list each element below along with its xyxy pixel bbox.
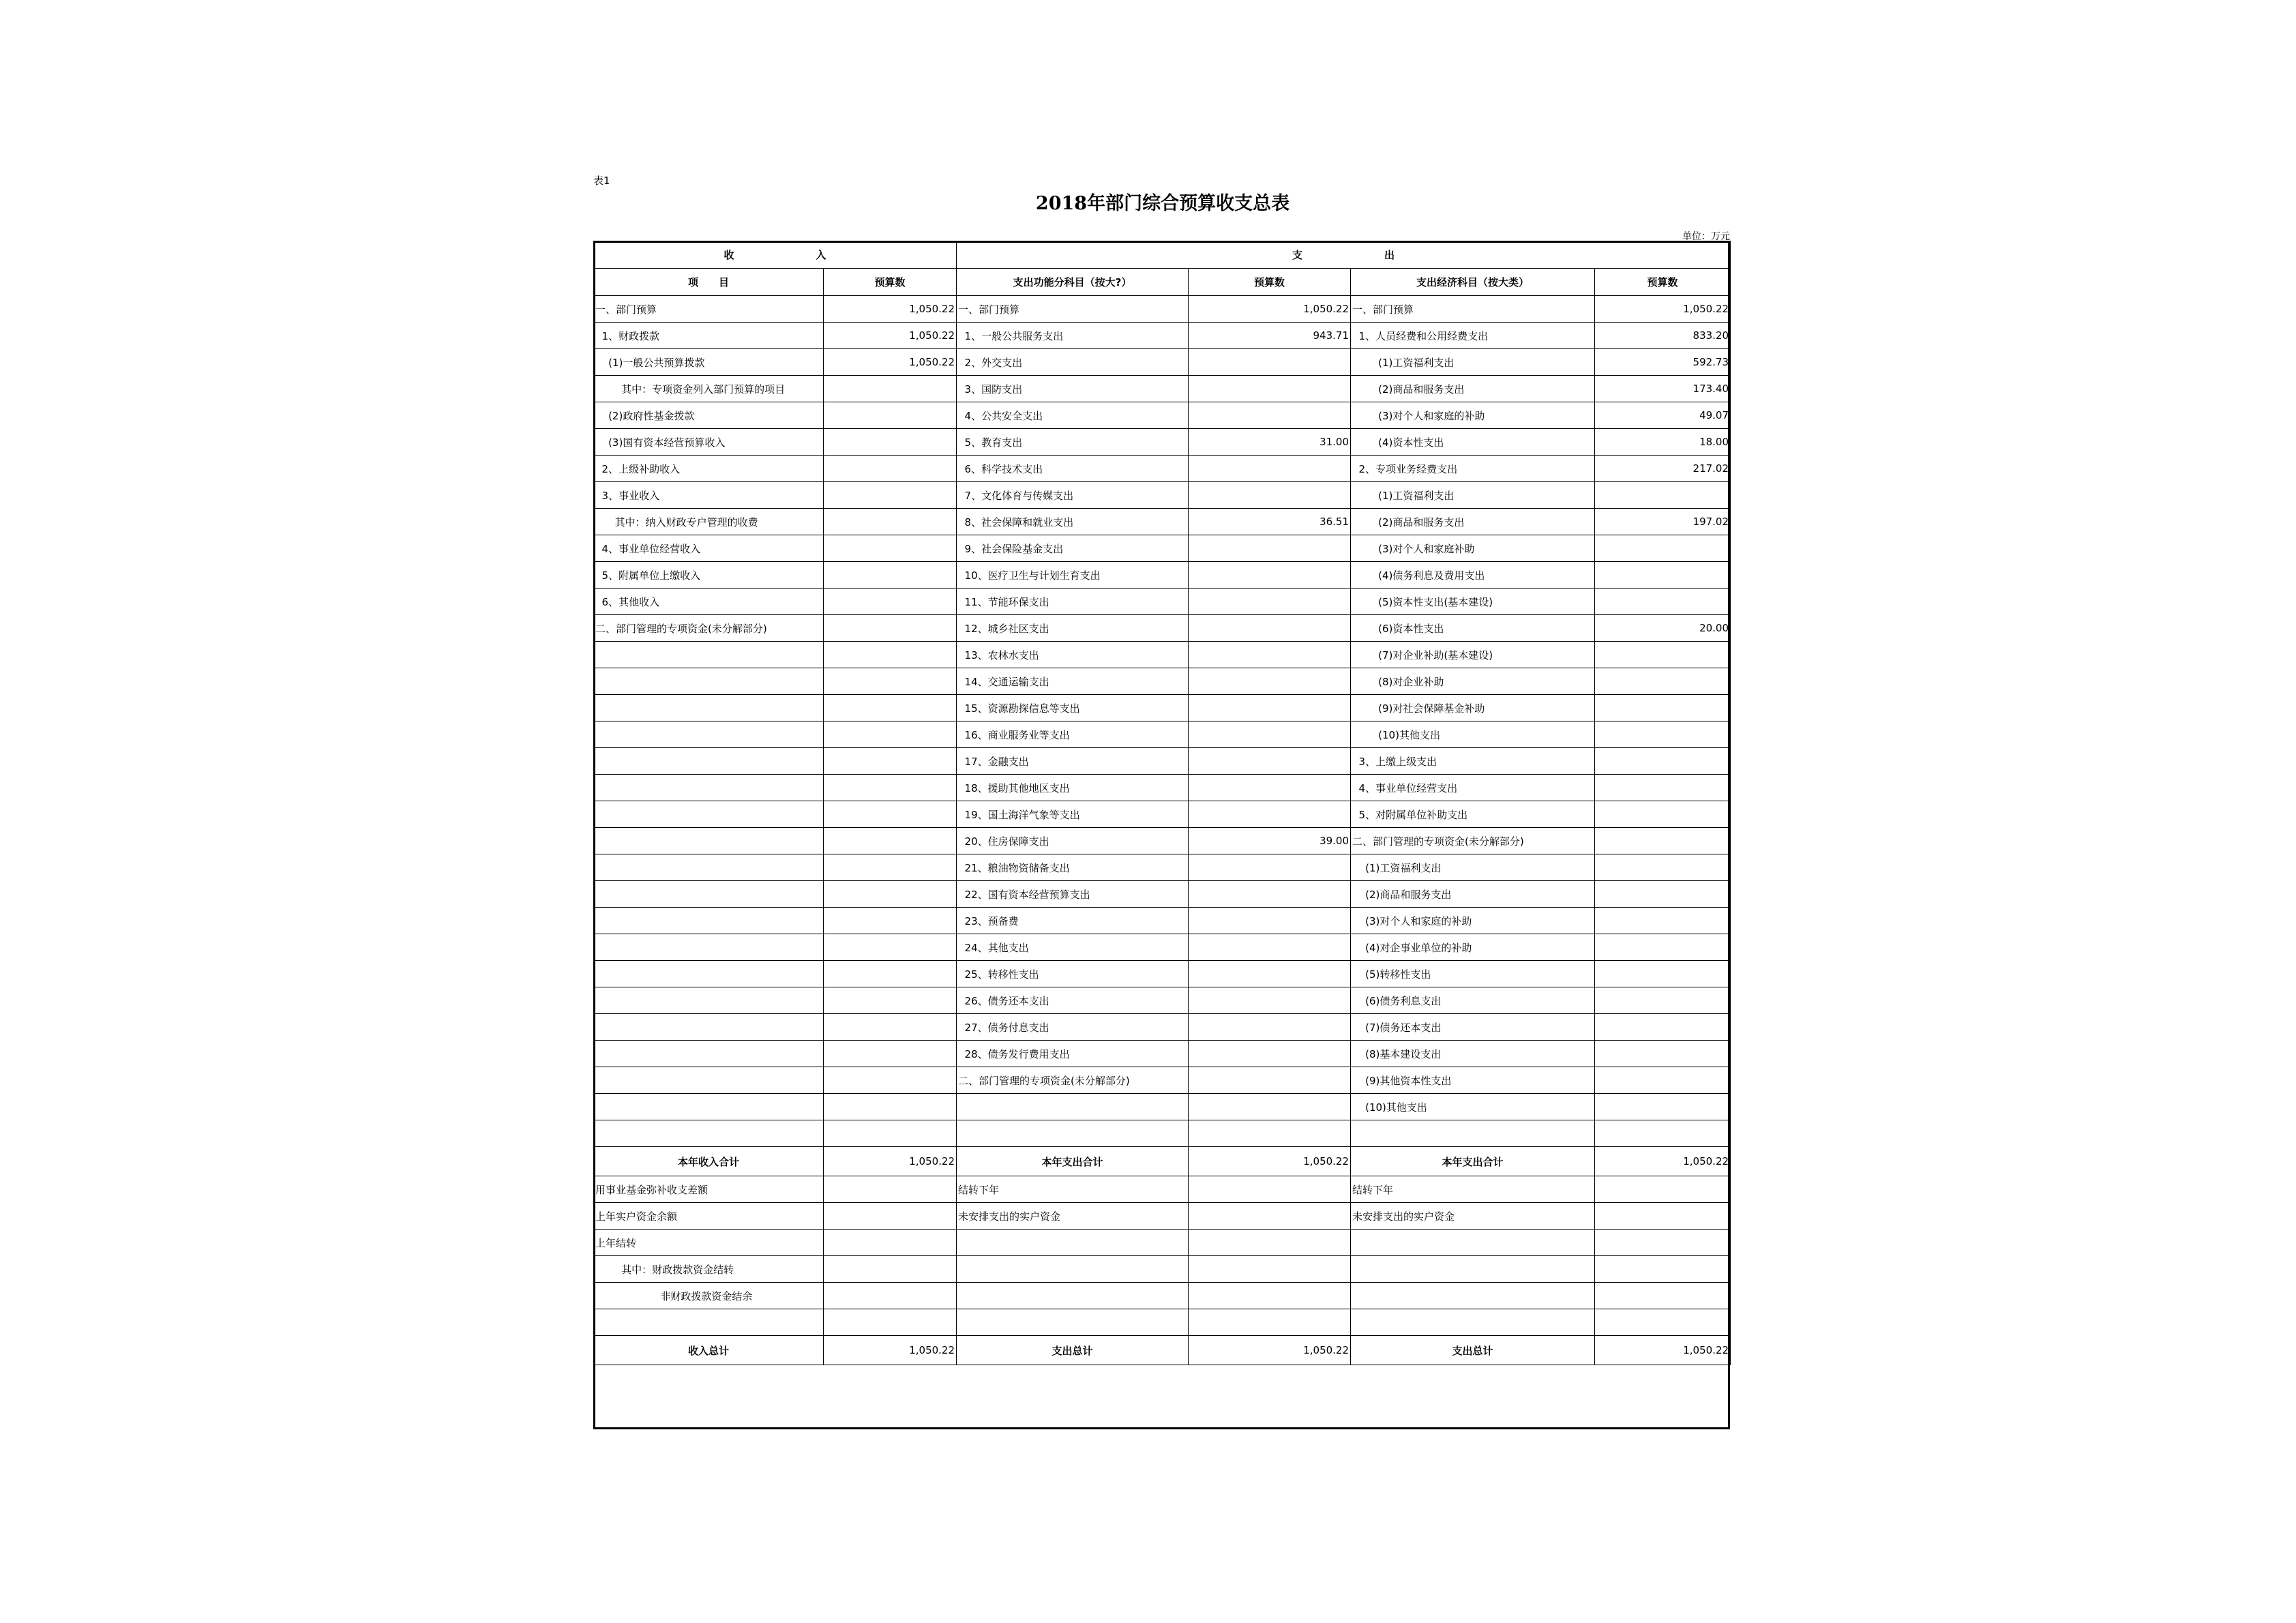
cell-functional-amount: [1189, 801, 1351, 828]
cell-economic-amount: [1595, 721, 1731, 748]
cell-economic-amount: 18.00: [1595, 429, 1731, 456]
cell-economic-amount: 1,050.22: [1595, 1147, 1731, 1176]
cell-functional-item: 22、国有资本经营预算支出: [957, 881, 1189, 908]
cell-income-amount: [824, 881, 957, 908]
table-row: [594, 376, 1731, 402]
cell-functional-amount: [1189, 934, 1351, 961]
table-row: [594, 402, 1731, 429]
cell-income-amount: [824, 1014, 957, 1041]
cell-income-amount: [824, 642, 957, 668]
cell-income-amount: [824, 1283, 957, 1309]
cell-economic-item: (7)债务还本支出: [1351, 1014, 1595, 1041]
cell-income-amount: 1,050.22: [824, 296, 957, 323]
cell-functional-amount: [1189, 349, 1351, 376]
year-total-row: [594, 1147, 1731, 1176]
cell-income-item: [594, 801, 824, 828]
cell-income-item: [594, 668, 824, 695]
cell-economic-amount: 1,050.22: [1595, 296, 1731, 323]
cell-functional-item: 4、公共安全支出: [957, 402, 1189, 429]
cell-functional-amount: [1189, 615, 1351, 642]
cell-economic-item: 二、部门管理的专项资金(未分解部分): [1351, 828, 1595, 854]
cell-income-amount: [824, 828, 957, 854]
table-row: [594, 323, 1731, 349]
cell-economic-item: (2)商品和服务支出: [1351, 881, 1595, 908]
cell-income-item: 二、部门管理的专项资金(未分解部分): [594, 615, 824, 642]
table-row: [594, 1203, 1731, 1230]
cell-functional-amount: [1189, 695, 1351, 721]
cell-economic-amount: [1595, 1309, 1731, 1336]
cell-economic-amount: 197.02: [1595, 509, 1731, 535]
cell-economic-amount: [1595, 1230, 1731, 1256]
cell-income-amount: [824, 668, 957, 695]
cell-economic-item: (10)其他支出: [1351, 1094, 1595, 1120]
cell-income-item: 上年实户资金余额: [594, 1203, 824, 1230]
table-row: [594, 296, 1731, 323]
cell-functional-amount: 943.71: [1189, 323, 1351, 349]
cell-economic-amount: [1595, 828, 1731, 854]
cell-income-item: 其中：财政拨款资金结转: [594, 1256, 824, 1283]
cell-economic-item: 本年支出合计: [1351, 1147, 1595, 1176]
cell-income-item: [594, 854, 824, 881]
cell-economic-item: 一、部门预算: [1351, 296, 1595, 323]
table-row: [594, 1067, 1731, 1094]
cell-income-amount: [824, 1094, 957, 1120]
cell-economic-amount: [1595, 801, 1731, 828]
cell-economic-amount: 1,050.22: [1595, 1336, 1731, 1365]
cell-income-amount: [824, 775, 957, 801]
cell-income-item: [594, 695, 824, 721]
cell-economic-amount: 592.73: [1595, 349, 1731, 376]
table-row: [594, 934, 1731, 961]
cell-income-item: [594, 828, 824, 854]
cell-income-amount: 1,050.22: [824, 1336, 957, 1365]
table-row: [594, 482, 1731, 509]
cell-economic-item: (4)资本性支出: [1351, 429, 1595, 456]
cell-income-amount: [824, 908, 957, 934]
table-row: [594, 642, 1731, 668]
cell-economic-item: (1)工资福利支出: [1351, 482, 1595, 509]
cell-economic-item: (8)对企业补助: [1351, 668, 1595, 695]
table-row: [594, 1120, 1731, 1147]
grand-total-row: [594, 1336, 1731, 1365]
cell-income-item: [594, 642, 824, 668]
cell-economic-item: [1351, 1120, 1595, 1147]
income-group-header: 收 入: [594, 241, 957, 269]
cell-functional-amount: [1189, 854, 1351, 881]
cell-economic-item: (4)对企事业单位的补助: [1351, 934, 1595, 961]
cell-economic-item: (9)其他资本性支出: [1351, 1067, 1595, 1094]
cell-functional-amount: 39.00: [1189, 828, 1351, 854]
cell-functional-amount: [1189, 402, 1351, 429]
cell-functional-item: 14、交通运输支出: [957, 668, 1189, 695]
cell-income-amount: [824, 429, 957, 456]
cell-functional-item: 本年支出合计: [957, 1147, 1189, 1176]
cell-functional-item: 17、金融支出: [957, 748, 1189, 775]
table-row: [594, 721, 1731, 748]
cell-functional-amount: [1189, 456, 1351, 482]
col-header-functional-item: 支出功能分科目（按大?）: [957, 269, 1189, 296]
cell-functional-item: 二、部门管理的专项资金(未分解部分): [957, 1067, 1189, 1094]
cell-functional-item: 13、农林水支出: [957, 642, 1189, 668]
cell-functional-amount: [1189, 1120, 1351, 1147]
cell-functional-amount: [1189, 961, 1351, 987]
cell-economic-amount: [1595, 1014, 1731, 1041]
cell-income-amount: [824, 961, 957, 987]
cell-economic-amount: 217.02: [1595, 456, 1731, 482]
cell-functional-item: [957, 1309, 1189, 1336]
table-row: [594, 1230, 1731, 1256]
cell-economic-amount: 20.00: [1595, 615, 1731, 642]
cell-income-item: [594, 1041, 824, 1067]
unit-label: 单位：万元: [1682, 231, 1730, 242]
cell-income-item: 6、其他收入: [594, 589, 824, 615]
cell-functional-item: 11、节能环保支出: [957, 589, 1189, 615]
table-row: [594, 1094, 1731, 1120]
cell-economic-item: [1351, 1283, 1595, 1309]
cell-functional-item: 一、部门预算: [957, 296, 1189, 323]
cell-functional-amount: [1189, 1203, 1351, 1230]
cell-income-amount: [824, 695, 957, 721]
cell-functional-amount: 1,050.22: [1189, 296, 1351, 323]
table-row: [594, 456, 1731, 482]
cell-functional-item: 8、社会保障和就业支出: [957, 509, 1189, 535]
cell-economic-item: (3)对个人和家庭补助: [1351, 535, 1595, 562]
cell-functional-item: 10、医疗卫生与计划生育支出: [957, 562, 1189, 589]
cell-income-item: (2)政府性基金拨款: [594, 402, 824, 429]
cell-income-item: (1)一般公共预算拨款: [594, 349, 824, 376]
table-row: [594, 349, 1731, 376]
table-row: [594, 1014, 1731, 1041]
cell-economic-item: (2)商品和服务支出: [1351, 509, 1595, 535]
col-header-income-item: 项 目: [594, 269, 824, 296]
cell-economic-amount: [1595, 1120, 1731, 1147]
cell-economic-amount: 173.40: [1595, 376, 1731, 402]
cell-economic-item: (1)工资福利支出: [1351, 349, 1595, 376]
cell-functional-item: 19、国土海洋气象等支出: [957, 801, 1189, 828]
cell-income-amount: [824, 1067, 957, 1094]
cell-economic-amount: [1595, 562, 1731, 589]
cell-functional-amount: [1189, 775, 1351, 801]
cell-income-item: [594, 1094, 824, 1120]
cell-functional-item: 18、援助其他地区支出: [957, 775, 1189, 801]
cell-income-amount: [824, 1041, 957, 1067]
cell-economic-amount: [1595, 908, 1731, 934]
cell-functional-amount: [1189, 881, 1351, 908]
col-header-economic-item: 支出经济科目（按大类）: [1351, 269, 1595, 296]
cell-functional-amount: [1189, 1041, 1351, 1067]
table-row: [594, 695, 1731, 721]
cell-economic-amount: [1595, 668, 1731, 695]
cell-income-amount: [824, 482, 957, 509]
cell-economic-item: 支出总计: [1351, 1336, 1595, 1365]
cell-functional-amount: 36.51: [1189, 509, 1351, 535]
cell-economic-amount: [1595, 642, 1731, 668]
cell-economic-item: (6)债务利息支出: [1351, 987, 1595, 1014]
col-header-functional-amount: 预算数: [1189, 269, 1351, 296]
cell-economic-amount: [1595, 1067, 1731, 1094]
table-row: [594, 668, 1731, 695]
cell-income-item: 2、上级补助收入: [594, 456, 824, 482]
cell-economic-amount: [1595, 535, 1731, 562]
cell-income-amount: [824, 1203, 957, 1230]
cell-income-item: 上年结转: [594, 1230, 824, 1256]
cell-functional-item: 1、一般公共服务支出: [957, 323, 1189, 349]
table-row: [594, 961, 1731, 987]
cell-functional-item: 27、债务付息支出: [957, 1014, 1189, 1041]
cell-economic-item: (10)其他支出: [1351, 721, 1595, 748]
cell-income-item: 一、部门预算: [594, 296, 824, 323]
cell-economic-item: [1351, 1230, 1595, 1256]
cell-functional-amount: [1189, 721, 1351, 748]
cell-functional-amount: 31.00: [1189, 429, 1351, 456]
cell-functional-amount: [1189, 589, 1351, 615]
cell-income-item: [594, 881, 824, 908]
cell-functional-item: 20、住房保障支出: [957, 828, 1189, 854]
page-title: 2018年部门综合预算收支总表: [1035, 193, 1290, 214]
cell-functional-amount: [1189, 642, 1351, 668]
cell-income-amount: 1,050.22: [824, 349, 957, 376]
cell-economic-item: (3)对个人和家庭的补助: [1351, 402, 1595, 429]
cell-income-amount: [824, 748, 957, 775]
cell-economic-amount: [1595, 1256, 1731, 1283]
table-row: [594, 828, 1731, 854]
cell-functional-item: [957, 1120, 1189, 1147]
cell-economic-item: 2、专项业务经费支出: [1351, 456, 1595, 482]
table-row: [594, 801, 1731, 828]
sheet-label: 表1: [593, 175, 610, 187]
cell-functional-item: 23、预备费: [957, 908, 1189, 934]
cell-income-amount: [824, 456, 957, 482]
cell-functional-item: 25、转移性支出: [957, 961, 1189, 987]
cell-economic-item: (9)对社会保障基金补助: [1351, 695, 1595, 721]
cell-functional-item: [957, 1256, 1189, 1283]
cell-functional-amount: 1,050.22: [1189, 1336, 1351, 1365]
cell-income-amount: 1,050.22: [824, 1147, 957, 1176]
table-row: [594, 1041, 1731, 1067]
cell-economic-item: (6)资本性支出: [1351, 615, 1595, 642]
cell-income-item: 5、附属单位上缴收入: [594, 562, 824, 589]
cell-income-amount: 1,050.22: [824, 323, 957, 349]
cell-income-amount: [824, 535, 957, 562]
cell-functional-amount: [1189, 1014, 1351, 1041]
cell-income-item: (3)国有资本经营预算收入: [594, 429, 824, 456]
table-row: [594, 509, 1731, 535]
cell-functional-amount: [1189, 1067, 1351, 1094]
cell-economic-amount: [1595, 695, 1731, 721]
cell-functional-item: 9、社会保险基金支出: [957, 535, 1189, 562]
cell-economic-item: (1)工资福利支出: [1351, 854, 1595, 881]
cell-income-item: [594, 1120, 824, 1147]
cell-functional-amount: [1189, 748, 1351, 775]
cell-income-item: [594, 1309, 824, 1336]
cell-income-amount: [824, 562, 957, 589]
table-row: [594, 1256, 1731, 1283]
cell-income-item: 4、事业单位经营收入: [594, 535, 824, 562]
cell-economic-amount: [1595, 1041, 1731, 1067]
cell-income-item: [594, 987, 824, 1014]
cell-functional-item: [957, 1230, 1189, 1256]
cell-economic-item: 4、事业单位经营支出: [1351, 775, 1595, 801]
cell-economic-item: (2)商品和服务支出: [1351, 376, 1595, 402]
col-header-economic-amount: 预算数: [1595, 269, 1731, 296]
table-row: [594, 748, 1731, 775]
cell-economic-item: (4)债务利息及费用支出: [1351, 562, 1595, 589]
cell-functional-item: 12、城乡社区支出: [957, 615, 1189, 642]
cell-functional-amount: [1189, 1283, 1351, 1309]
table-row: [594, 775, 1731, 801]
cell-income-amount: [824, 1230, 957, 1256]
table-row: [594, 535, 1731, 562]
cell-economic-amount: [1595, 961, 1731, 987]
cell-economic-item: [1351, 1256, 1595, 1283]
cell-economic-amount: [1595, 854, 1731, 881]
cell-functional-item: 支出总计: [957, 1336, 1189, 1365]
cell-functional-amount: [1189, 535, 1351, 562]
cell-functional-item: 16、商业服务业等支出: [957, 721, 1189, 748]
cell-income-item: [594, 961, 824, 987]
cell-economic-item: 结转下年: [1351, 1176, 1595, 1203]
cell-economic-amount: [1595, 1283, 1731, 1309]
table-row: [594, 615, 1731, 642]
cell-functional-amount: [1189, 908, 1351, 934]
cell-income-amount: [824, 987, 957, 1014]
cell-income-amount: [824, 1176, 957, 1203]
column-header-row: [594, 269, 1731, 296]
cell-income-item: [594, 908, 824, 934]
cell-income-item: [594, 1014, 824, 1041]
cell-functional-item: [957, 1094, 1189, 1120]
cell-economic-item: 5、对附属单位补助支出: [1351, 801, 1595, 828]
cell-economic-amount: [1595, 775, 1731, 801]
cell-economic-amount: [1595, 748, 1731, 775]
cell-functional-item: 26、债务还本支出: [957, 987, 1189, 1014]
cell-functional-amount: [1189, 1094, 1351, 1120]
table-row: [594, 908, 1731, 934]
cell-functional-item: 15、资源勘探信息等支出: [957, 695, 1189, 721]
cell-economic-amount: 49.07: [1595, 402, 1731, 429]
cell-economic-item: (3)对个人和家庭的补助: [1351, 908, 1595, 934]
cell-income-item: 其中：纳入财政专户管理的收费: [594, 509, 824, 535]
cell-functional-item: 2、外交支出: [957, 349, 1189, 376]
cell-functional-amount: [1189, 376, 1351, 402]
cell-economic-amount: [1595, 482, 1731, 509]
cell-economic-amount: [1595, 1176, 1731, 1203]
table-row: [594, 429, 1731, 456]
cell-functional-amount: [1189, 1230, 1351, 1256]
cell-income-amount: [824, 721, 957, 748]
cell-income-item: [594, 1067, 824, 1094]
cell-functional-item: 3、国防支出: [957, 376, 1189, 402]
cell-economic-amount: [1595, 589, 1731, 615]
table-row: [594, 987, 1731, 1014]
expense-group-header: 支 出: [957, 241, 1731, 269]
cell-income-item: 非财政拨款资金结余: [594, 1283, 824, 1309]
cell-economic-amount: [1595, 881, 1731, 908]
cell-income-item: [594, 934, 824, 961]
group-header-row: [594, 241, 1731, 269]
cell-economic-amount: [1595, 1203, 1731, 1230]
table-row: [594, 1176, 1731, 1203]
cell-economic-item: 1、人员经费和公用经费支出: [1351, 323, 1595, 349]
budget-table: [593, 241, 1731, 1365]
cell-income-amount: [824, 509, 957, 535]
cell-income-amount: [824, 1256, 957, 1283]
cell-income-item: 本年收入合计: [594, 1147, 824, 1176]
cell-functional-amount: 1,050.22: [1189, 1147, 1351, 1176]
cell-income-item: [594, 721, 824, 748]
cell-economic-item: (8)基本建设支出: [1351, 1041, 1595, 1067]
cell-income-item: 3、事业收入: [594, 482, 824, 509]
cell-economic-item: [1351, 1309, 1595, 1336]
cell-income-amount: [824, 1309, 957, 1336]
cell-functional-amount: [1189, 562, 1351, 589]
cell-income-item: 用事业基金弥补收支差额: [594, 1176, 824, 1203]
cell-income-amount: [824, 589, 957, 615]
table-row: [594, 589, 1731, 615]
cell-functional-item: 28、债务发行费用支出: [957, 1041, 1189, 1067]
cell-income-amount: [824, 854, 957, 881]
cell-economic-item: (7)对企业补助(基本建设): [1351, 642, 1595, 668]
cell-income-amount: [824, 801, 957, 828]
cell-economic-amount: 833.20: [1595, 323, 1731, 349]
cell-functional-amount: [1189, 482, 1351, 509]
cell-functional-item: 21、粮油物资储备支出: [957, 854, 1189, 881]
cell-functional-item: 7、文化体育与传媒支出: [957, 482, 1189, 509]
cell-functional-item: 24、其他支出: [957, 934, 1189, 961]
cell-income-item: 收入总计: [594, 1336, 824, 1365]
cell-functional-item: 6、科学技术支出: [957, 456, 1189, 482]
cell-income-amount: [824, 615, 957, 642]
cell-income-amount: [824, 1120, 957, 1147]
cell-economic-amount: [1595, 1094, 1731, 1120]
cell-functional-amount: [1189, 1256, 1351, 1283]
cell-functional-amount: [1189, 987, 1351, 1014]
cell-functional-amount: [1189, 1176, 1351, 1203]
cell-functional-amount: [1189, 1309, 1351, 1336]
col-header-income-amount: 预算数: [824, 269, 957, 296]
cell-income-amount: [824, 376, 957, 402]
cell-income-item: 1、财政拨款: [594, 323, 824, 349]
cell-economic-item: (5)资本性支出(基本建设): [1351, 589, 1595, 615]
cell-income-item: [594, 775, 824, 801]
cell-functional-item: 5、教育支出: [957, 429, 1189, 456]
cell-functional-item: 未安排支出的实户资金: [957, 1203, 1189, 1230]
cell-economic-item: 3、上缴上级支出: [1351, 748, 1595, 775]
cell-functional-item: [957, 1283, 1189, 1309]
cell-functional-amount: [1189, 668, 1351, 695]
table-row: [594, 1309, 1731, 1336]
cell-income-item: 其中：专项资金列入部门预算的项目: [594, 376, 824, 402]
cell-functional-item: 结转下年: [957, 1176, 1189, 1203]
table-row: [594, 854, 1731, 881]
table-row: [594, 881, 1731, 908]
table-row: [594, 1283, 1731, 1309]
cell-economic-item: 未安排支出的实户资金: [1351, 1203, 1595, 1230]
cell-income-amount: [824, 402, 957, 429]
cell-income-item: [594, 748, 824, 775]
cell-income-amount: [824, 934, 957, 961]
table-row: [594, 562, 1731, 589]
cell-economic-amount: [1595, 934, 1731, 961]
cell-economic-amount: [1595, 987, 1731, 1014]
cell-economic-item: (5)转移性支出: [1351, 961, 1595, 987]
